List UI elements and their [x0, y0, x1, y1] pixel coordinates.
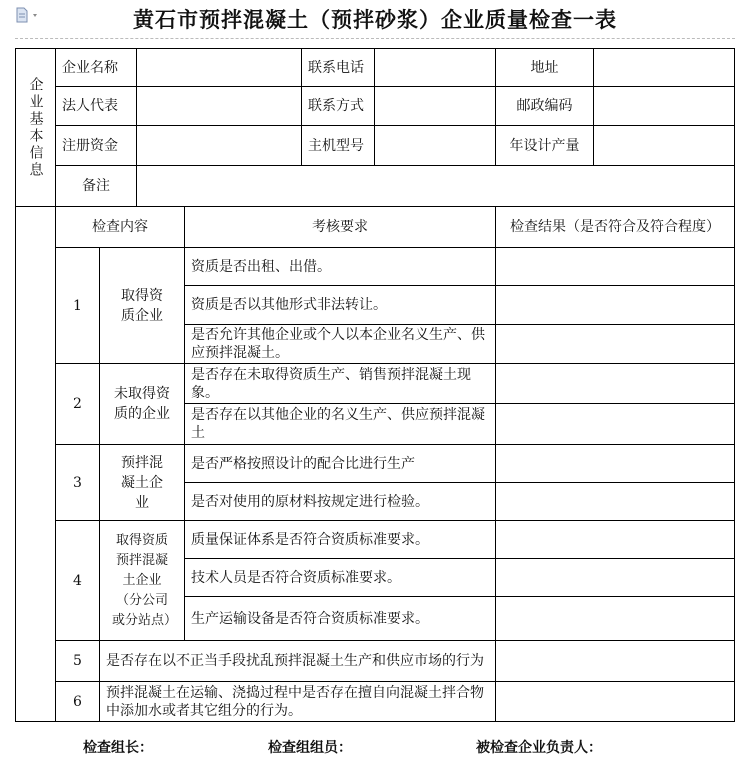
- result-field[interactable]: [495, 247, 735, 286]
- contact-field[interactable]: [374, 86, 496, 126]
- section-label-text: 企业基本信息: [27, 76, 44, 179]
- requirement-item: 资质是否以其他形式非法转让。: [184, 285, 496, 325]
- header-check-content: 检查内容: [55, 206, 185, 248]
- requirement-item: 是否严格按照设计的配合比进行生产: [184, 444, 496, 483]
- requirement-item: 生产运输设备是否符合资质标准要求。: [184, 596, 496, 641]
- label-postal-code: 邮政编码: [495, 86, 594, 126]
- result-field[interactable]: [495, 482, 735, 521]
- address-field[interactable]: [593, 48, 735, 87]
- group-number: 2: [55, 363, 100, 445]
- basic-info-section-label: [15, 48, 56, 207]
- requirement-item: 技术人员是否符合资质标准要求。: [184, 558, 496, 597]
- header-divider: [15, 38, 735, 39]
- requirement-item: 是否允许其他企业或个人以本企业名义生产、供应预拌混凝土。: [184, 324, 496, 364]
- group-number: 4: [55, 520, 100, 641]
- requirement-item: 预拌混凝土在运输、浇捣过程中是否存在擅自向混凝土拌合物中添加水或者其它组分的行为。: [99, 681, 496, 722]
- result-field[interactable]: [495, 444, 735, 483]
- signature-company-rep-label: 被检查企业负责人：: [476, 740, 602, 756]
- label-legal-rep: 法人代表: [55, 86, 137, 126]
- requirement-item: 是否存在以不正当手段扰乱预拌混凝土生产和供应市场的行为: [99, 640, 496, 682]
- inspection-left-margin: [15, 206, 56, 722]
- result-field[interactable]: [495, 285, 735, 325]
- header-result: 检查结果（是否符合及符合程度）: [495, 206, 735, 248]
- group-number: 6: [55, 681, 100, 722]
- group-number: 3: [55, 444, 100, 521]
- result-field[interactable]: [495, 596, 735, 641]
- label-host-model: 主机型号: [301, 125, 375, 166]
- legal-rep-field[interactable]: [136, 86, 302, 126]
- requirement-item: 是否存在以其他企业的名义生产、供应预拌混凝土: [184, 403, 496, 445]
- group-category: 取得资质预拌混凝土企业（分公司或分站点）: [99, 520, 185, 641]
- page-title: 黄石市预拌混凝土（预拌砂浆）企业质量检查一表: [133, 8, 617, 32]
- header-requirement: 考核要求: [184, 206, 496, 248]
- group-category: 预拌混凝土企业: [99, 444, 185, 521]
- signature-member-label: 检查组组员：: [268, 740, 352, 756]
- result-field[interactable]: [495, 363, 735, 404]
- signature-leader-label: 检查组长：: [83, 740, 153, 756]
- result-field[interactable]: [495, 403, 735, 445]
- phone-field[interactable]: [374, 48, 496, 87]
- label-annual-capacity: 年设计产量: [495, 125, 594, 166]
- result-field[interactable]: [495, 520, 735, 559]
- label-company-name: 企业名称: [55, 48, 137, 87]
- group-category: 未取得资质的企业: [99, 363, 185, 445]
- remarks-field[interactable]: [136, 165, 735, 207]
- result-field[interactable]: [495, 681, 735, 722]
- annual-capacity-field[interactable]: [593, 125, 735, 166]
- label-phone: 联系电话: [301, 48, 375, 87]
- requirement-item: 资质是否出租、出借。: [184, 247, 496, 286]
- result-field[interactable]: [495, 324, 735, 364]
- registered-capital-field[interactable]: [136, 125, 302, 166]
- host-model-field[interactable]: [374, 125, 496, 166]
- company-name-field[interactable]: [136, 48, 302, 87]
- group-number: 5: [55, 640, 100, 682]
- label-address: 地址: [495, 48, 594, 87]
- requirement-item: 是否存在未取得资质生产、销售预拌混凝土现象。: [184, 363, 496, 404]
- result-field[interactable]: [495, 558, 735, 597]
- result-field[interactable]: [495, 640, 735, 682]
- requirement-item: 是否对使用的原材料按规定进行检验。: [184, 482, 496, 521]
- postal-code-field[interactable]: [593, 86, 735, 126]
- requirement-item: 质量保证体系是否符合资质标准要求。: [184, 520, 496, 559]
- label-registered-capital: 注册资金: [55, 125, 137, 166]
- group-category: 取得资质企业: [99, 247, 185, 364]
- label-contact: 联系方式: [301, 86, 375, 126]
- group-number: 1: [55, 247, 100, 364]
- label-remarks: 备注: [55, 165, 137, 207]
